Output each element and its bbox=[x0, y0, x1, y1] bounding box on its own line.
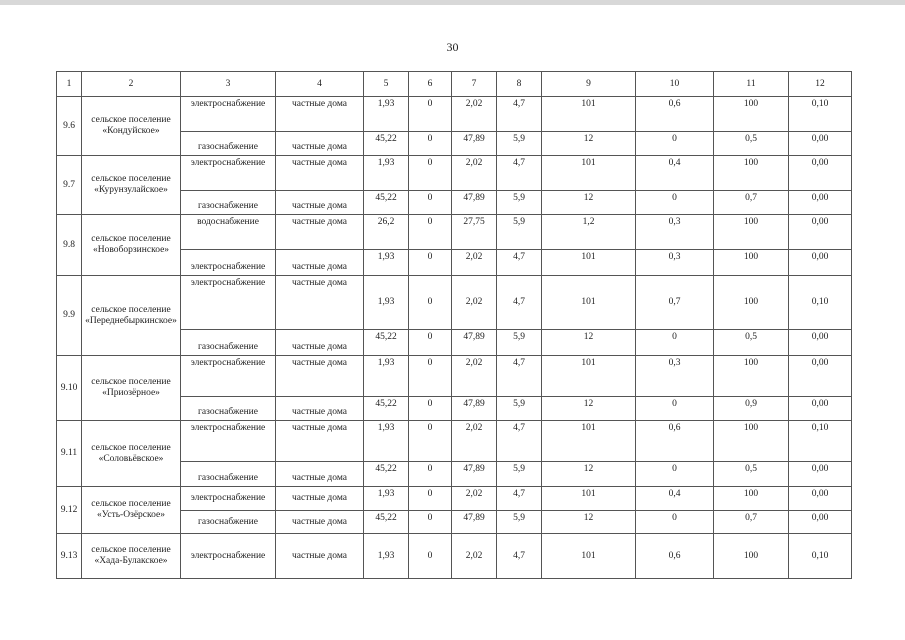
value-cell: 1,93 bbox=[364, 534, 409, 579]
service-type-cell: водоснабжение bbox=[181, 215, 276, 250]
value-cell: 4,7 bbox=[497, 97, 542, 132]
value-cell: 101 bbox=[542, 421, 636, 462]
row-number: 9.12 bbox=[57, 487, 82, 534]
value-cell: 100 bbox=[714, 156, 789, 191]
value-cell: 5,9 bbox=[497, 191, 542, 215]
column-header: 1 bbox=[57, 72, 82, 97]
value-cell: 100 bbox=[714, 487, 789, 511]
value-cell: 2,02 bbox=[452, 487, 497, 511]
table-row bbox=[57, 356, 852, 397]
column-header: 2 bbox=[82, 72, 181, 97]
value-cell: 0 bbox=[636, 132, 714, 156]
value-cell: 0,00 bbox=[789, 132, 852, 156]
value-cell: 0,9 bbox=[714, 397, 789, 421]
page-top-edge bbox=[0, 0, 905, 5]
service-type-cell: электроснабжение bbox=[181, 487, 276, 511]
value-cell: 27,75 bbox=[452, 215, 497, 250]
row-number: 9.13 bbox=[57, 534, 82, 579]
service-type-cell: газоснабжение bbox=[181, 191, 276, 215]
value-cell: 1,2 bbox=[542, 215, 636, 250]
housing-type-cell: частные дома bbox=[276, 132, 364, 156]
value-cell: 4,7 bbox=[497, 156, 542, 191]
value-cell: 45,22 bbox=[364, 330, 409, 356]
column-header: 7 bbox=[452, 72, 497, 97]
column-header: 10 bbox=[636, 72, 714, 97]
settlement-name: сельское поселение «Кондуйское» bbox=[82, 97, 181, 156]
value-cell: 0,00 bbox=[789, 191, 852, 215]
value-cell: 0 bbox=[409, 534, 452, 579]
value-cell: 5,9 bbox=[497, 215, 542, 250]
value-cell: 4,7 bbox=[497, 534, 542, 579]
value-cell: 1,93 bbox=[364, 276, 409, 330]
housing-type-cell: частные дома bbox=[276, 97, 364, 132]
column-header: 9 bbox=[542, 72, 636, 97]
value-cell: 45,22 bbox=[364, 132, 409, 156]
value-cell: 47,89 bbox=[452, 191, 497, 215]
value-cell: 101 bbox=[542, 356, 636, 397]
value-cell: 47,89 bbox=[452, 462, 497, 487]
value-cell: 12 bbox=[542, 191, 636, 215]
value-cell: 0 bbox=[409, 191, 452, 215]
value-cell: 101 bbox=[542, 534, 636, 579]
value-cell: 12 bbox=[542, 330, 636, 356]
value-cell: 47,89 bbox=[452, 132, 497, 156]
value-cell: 1,93 bbox=[364, 97, 409, 132]
column-header: 3 bbox=[181, 72, 276, 97]
column-header: 12 bbox=[789, 72, 852, 97]
row-number: 9.10 bbox=[57, 356, 82, 421]
service-type-cell: газоснабжение bbox=[181, 462, 276, 487]
value-cell: 0 bbox=[636, 191, 714, 215]
value-cell: 12 bbox=[542, 397, 636, 421]
value-cell: 0,7 bbox=[636, 276, 714, 330]
value-cell: 0,5 bbox=[714, 462, 789, 487]
value-cell: 4,7 bbox=[497, 356, 542, 397]
value-cell: 47,89 bbox=[452, 511, 497, 534]
value-cell: 1,93 bbox=[364, 356, 409, 397]
value-cell: 1,93 bbox=[364, 156, 409, 191]
settlement-name: сельское поселение «Усть-Озёрское» bbox=[82, 487, 181, 534]
settlement-name: сельское поселение «Приозёрное» bbox=[82, 356, 181, 421]
value-cell: 0 bbox=[409, 511, 452, 534]
value-cell: 1,93 bbox=[364, 250, 409, 276]
value-cell: 0,7 bbox=[714, 511, 789, 534]
value-cell: 100 bbox=[714, 421, 789, 462]
value-cell: 0,6 bbox=[636, 421, 714, 462]
service-type-cell: электроснабжение bbox=[181, 421, 276, 462]
value-cell: 0 bbox=[636, 397, 714, 421]
value-cell: 1,93 bbox=[364, 421, 409, 462]
table-row bbox=[57, 421, 852, 462]
value-cell: 0,00 bbox=[789, 250, 852, 276]
value-cell: 101 bbox=[542, 156, 636, 191]
value-cell: 0 bbox=[409, 462, 452, 487]
housing-type-cell: частные дома bbox=[276, 462, 364, 487]
value-cell: 2,02 bbox=[452, 276, 497, 330]
housing-type-cell: частные дома bbox=[276, 397, 364, 421]
value-cell: 45,22 bbox=[364, 511, 409, 534]
value-cell: 0 bbox=[409, 421, 452, 462]
value-cell: 101 bbox=[542, 97, 636, 132]
value-cell: 0,4 bbox=[636, 156, 714, 191]
value-cell: 4,7 bbox=[497, 276, 542, 330]
value-cell: 0 bbox=[409, 250, 452, 276]
value-cell: 0 bbox=[636, 511, 714, 534]
value-cell: 47,89 bbox=[452, 330, 497, 356]
value-cell: 100 bbox=[714, 215, 789, 250]
column-header: 8 bbox=[497, 72, 542, 97]
service-type-cell: электроснабжение bbox=[181, 276, 276, 330]
settlement-name: сельское поселение «Переднебыркинское» bbox=[82, 276, 181, 356]
value-cell: 101 bbox=[542, 276, 636, 330]
service-type-cell: электроснабжение bbox=[181, 534, 276, 579]
value-cell: 0,4 bbox=[636, 487, 714, 511]
table-row bbox=[57, 97, 852, 132]
value-cell: 0 bbox=[409, 97, 452, 132]
row-number: 9.6 bbox=[57, 97, 82, 156]
table-row bbox=[57, 215, 852, 250]
housing-type-cell: частные дома bbox=[276, 330, 364, 356]
value-cell: 0,10 bbox=[789, 421, 852, 462]
value-cell: 5,9 bbox=[497, 462, 542, 487]
value-cell: 0 bbox=[409, 397, 452, 421]
value-cell: 0,7 bbox=[714, 191, 789, 215]
housing-type-cell: частные дома bbox=[276, 511, 364, 534]
value-cell: 0 bbox=[409, 330, 452, 356]
value-cell: 0,10 bbox=[789, 97, 852, 132]
value-cell: 26,2 bbox=[364, 215, 409, 250]
value-cell: 0,10 bbox=[789, 534, 852, 579]
value-cell: 0 bbox=[409, 487, 452, 511]
row-number: 9.11 bbox=[57, 421, 82, 487]
value-cell: 100 bbox=[714, 97, 789, 132]
value-cell: 5,9 bbox=[497, 511, 542, 534]
value-cell: 0,3 bbox=[636, 356, 714, 397]
value-cell: 0,00 bbox=[789, 215, 852, 250]
column-header: 4 bbox=[276, 72, 364, 97]
value-cell: 100 bbox=[714, 250, 789, 276]
table-row bbox=[57, 276, 852, 330]
value-cell: 0,3 bbox=[636, 250, 714, 276]
housing-type-cell: частные дома bbox=[276, 534, 364, 579]
row-number: 9.8 bbox=[57, 215, 82, 276]
service-type-cell: газоснабжение bbox=[181, 511, 276, 534]
table-row bbox=[57, 156, 852, 191]
column-header: 5 bbox=[364, 72, 409, 97]
housing-type-cell: частные дома bbox=[276, 156, 364, 191]
service-type-cell: газоснабжение bbox=[181, 330, 276, 356]
value-cell: 0,00 bbox=[789, 397, 852, 421]
service-type-cell: газоснабжение bbox=[181, 132, 276, 156]
value-cell: 100 bbox=[714, 534, 789, 579]
housing-type-cell: частные дома bbox=[276, 356, 364, 397]
value-cell: 0,10 bbox=[789, 276, 852, 330]
value-cell: 101 bbox=[542, 487, 636, 511]
value-cell: 2,02 bbox=[452, 356, 497, 397]
value-cell: 4,7 bbox=[497, 421, 542, 462]
service-type-cell: электроснабжение bbox=[181, 97, 276, 132]
value-cell: 0 bbox=[409, 156, 452, 191]
value-cell: 0 bbox=[636, 462, 714, 487]
settlement-name: сельское поселение «Новоборзинское» bbox=[82, 215, 181, 276]
value-cell: 1,93 bbox=[364, 487, 409, 511]
value-cell: 2,02 bbox=[452, 421, 497, 462]
value-cell: 45,22 bbox=[364, 462, 409, 487]
value-cell: 2,02 bbox=[452, 250, 497, 276]
value-cell: 100 bbox=[714, 276, 789, 330]
table-row bbox=[57, 487, 852, 511]
value-cell: 45,22 bbox=[364, 397, 409, 421]
row-number: 9.9 bbox=[57, 276, 82, 356]
value-cell: 0,00 bbox=[789, 511, 852, 534]
value-cell: 4,7 bbox=[497, 250, 542, 276]
value-cell: 100 bbox=[714, 356, 789, 397]
value-cell: 0,00 bbox=[789, 330, 852, 356]
housing-type-cell: частные дома bbox=[276, 487, 364, 511]
housing-type-cell: частные дома bbox=[276, 250, 364, 276]
value-cell: 12 bbox=[542, 511, 636, 534]
value-cell: 0,00 bbox=[789, 356, 852, 397]
value-cell: 0 bbox=[409, 132, 452, 156]
row-number: 9.7 bbox=[57, 156, 82, 215]
data-table bbox=[56, 71, 852, 579]
value-cell: 0,6 bbox=[636, 534, 714, 579]
value-cell: 2,02 bbox=[452, 156, 497, 191]
page-number: 30 bbox=[446, 40, 459, 54]
value-cell: 5,9 bbox=[497, 330, 542, 356]
housing-type-cell: частные дома bbox=[276, 191, 364, 215]
value-cell: 5,9 bbox=[497, 132, 542, 156]
value-cell: 0,00 bbox=[789, 156, 852, 191]
housing-type-cell: частные дома bbox=[276, 215, 364, 250]
value-cell: 101 bbox=[542, 250, 636, 276]
service-type-cell: газоснабжение bbox=[181, 397, 276, 421]
value-cell: 0 bbox=[409, 356, 452, 397]
value-cell: 0,00 bbox=[789, 462, 852, 487]
value-cell: 0 bbox=[409, 215, 452, 250]
service-type-cell: электроснабжение bbox=[181, 156, 276, 191]
value-cell: 12 bbox=[542, 132, 636, 156]
value-cell: 2,02 bbox=[452, 534, 497, 579]
value-cell: 47,89 bbox=[452, 397, 497, 421]
table-row bbox=[57, 534, 852, 579]
settlement-name: сельское поселение «Соловьёвское» bbox=[82, 421, 181, 487]
value-cell: 0,00 bbox=[789, 487, 852, 511]
settlement-name: сельское поселение «Хада-Булакское» bbox=[82, 534, 181, 579]
service-type-cell: электроснабжение bbox=[181, 250, 276, 276]
column-header: 6 bbox=[409, 72, 452, 97]
value-cell: 0,5 bbox=[714, 330, 789, 356]
column-number-row bbox=[57, 72, 852, 97]
column-header: 11 bbox=[714, 72, 789, 97]
value-cell: 0,3 bbox=[636, 215, 714, 250]
housing-type-cell: частные дома bbox=[276, 276, 364, 330]
value-cell: 12 bbox=[542, 462, 636, 487]
settlement-name: сельское поселение «Курунзулайское» bbox=[82, 156, 181, 215]
value-cell: 0,5 bbox=[714, 132, 789, 156]
service-type-cell: электроснабжение bbox=[181, 356, 276, 397]
value-cell: 2,02 bbox=[452, 97, 497, 132]
value-cell: 0 bbox=[636, 330, 714, 356]
value-cell: 0 bbox=[409, 276, 452, 330]
value-cell: 0,6 bbox=[636, 97, 714, 132]
value-cell: 5,9 bbox=[497, 397, 542, 421]
value-cell: 4,7 bbox=[497, 487, 542, 511]
housing-type-cell: частные дома bbox=[276, 421, 364, 462]
value-cell: 45,22 bbox=[364, 191, 409, 215]
